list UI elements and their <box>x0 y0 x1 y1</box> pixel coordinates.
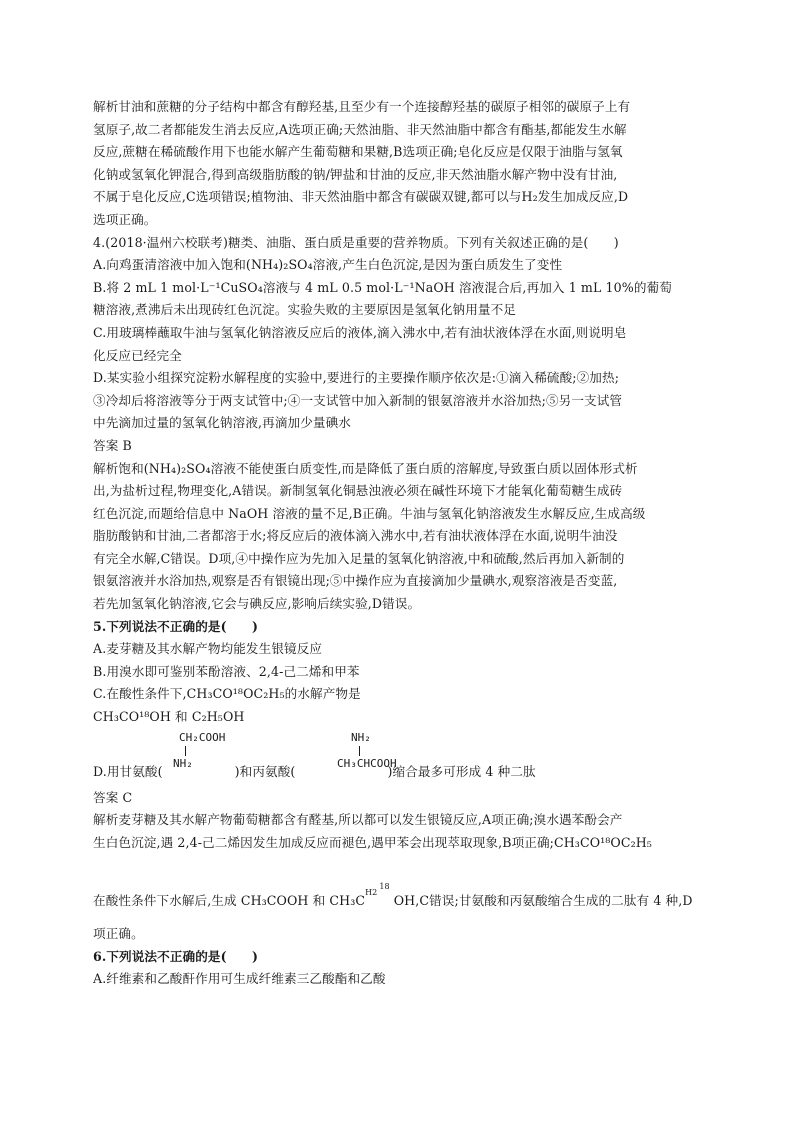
question-5-option-d <box>93 731 705 787</box>
alanine-amino: NH₂ <box>351 730 371 744</box>
question-4-explanation: 脂肪酸钠和甘油,二者都溶于水;将反应后的液体滴入沸水中,若有油状液体浮在水面,说明牛油没 <box>93 528 618 544</box>
option-d-prefix: D.用甘氨酸( <box>93 763 163 779</box>
explanation-part: OH,C错误;甘氨酸和丙氨酸缩合生成的二肽有 4 种,D <box>393 893 693 909</box>
question-6-stem: 6.下列说法不正确的是( ) <box>93 948 259 964</box>
question-4-answer: 答案 B <box>93 437 132 453</box>
question-5-option-c-cont: CH₃CO¹⁸OH 和 C₂H₅OH <box>93 709 245 725</box>
o18-label: 18 <box>379 882 390 892</box>
question-5-stem: 5.下列说法不正确的是( ) <box>93 618 259 634</box>
h2-label: H2 <box>365 888 378 898</box>
question-4-option-b-cont: 糖溶液,煮沸后未出现砖红色沉淀。实验失败的主要原因是氢氧化钠用量不足 <box>93 302 516 318</box>
question-4-option-d-cont: 中先滴加过量的氢氧化钠溶液,再滴加少量碘水 <box>93 415 351 431</box>
question-5-answer: 答案 C <box>93 789 133 805</box>
question-4-explanation: 解析饱和(NH₄)₂SO₄溶液不能使蛋白质变性,而是降低了蛋白质的溶解度,导致蛋白质以固体形式析 <box>93 460 638 476</box>
question-6-option-a: A.纤维素和乙酸酐作用可生成纤维素三乙酸酯和乙酸 <box>93 971 386 987</box>
explanation-line: 氢原子,故二者都能发生消去反应,A选项正确;天然油脂、非天然油脂中都含有酯基,都能发生水解 <box>93 121 627 137</box>
bond-line <box>359 746 360 756</box>
question-5-explanation: 生白色沉淀,遇 2,4-己二烯因发生加成反应而褪色,遇甲苯会出现萃取现象,B项正确;CH₃CO¹⁸OC₂H₅ <box>93 834 652 850</box>
question-4-explanation: 有完全水解,C错误。D项,④中操作应为先加入足量的氢氧化钠溶液,中和硫酸,然后再加入新制的 <box>93 550 625 566</box>
question-4-option-b: B.将 2 mL 1 mol·L⁻¹CuSO₄溶液与 4 mL 0.5 mol·L⁻¹NaOH 溶液混合后,再加入 1 mL 10%的葡萄 <box>93 279 672 295</box>
spacer <box>93 854 705 890</box>
question-4-explanation: 银氨溶液并水浴加热,观察是否有银镜出现;⑤中操作应为直接滴加少量碘水,观察溶液是否变蓝, <box>93 573 618 589</box>
question-4-option-a: A.向鸡蛋清溶液中加入饱和(NH₄)₂SO₄溶液,产生白色沉淀,是因为蛋白质发生了变性 <box>93 257 563 273</box>
question-5-explanation: 解析麦芽糖及其水解产物葡萄糖都含有醛基,所以都可以发生银镜反应,A项正确;溴水遇苯酚会产 <box>93 812 623 828</box>
question-4-explanation: 红色沉淀,而题给信息中 NaOH 溶液的量不足,B正确。牛油与氢氧化钠溶液发生水解反应,生成高级 <box>93 505 646 521</box>
glycine-chain: CH₂COOH <box>179 730 226 744</box>
bond-line <box>185 746 186 756</box>
question-4-option-c-cont: 化反应已经完全 <box>93 347 182 363</box>
question-5-option-b: B.用溴水即可鉴别苯酚溶液、2,4-己二烯和甲苯 <box>93 663 360 679</box>
explanation-line: 选项正确。 <box>93 211 157 227</box>
explanation-line: 化钠或氢氧化钾混合,得到高级脂肪酸的钠/钾盐和甘油的反应,非天然油脂水解产物中没有甘油, <box>93 166 618 182</box>
question-4-stem: 4.(2018·温州六校联考)糖类、油脂、蛋白质是重要的营养物质。下列有关叙述正确的是( ) <box>93 234 619 250</box>
option-d-middle: )和丙氨酸( <box>234 763 296 779</box>
question-5-explanation: 项正确。 <box>93 926 144 941</box>
question-4-explanation: 出,为盐析过程,物理变化,A错误。新制氢氧化铜悬浊液必须在碱性环境下才能氧化葡萄糖生成砖 <box>93 483 623 499</box>
document-page <box>93 96 705 991</box>
question-4-option-d: D.某实验小组探究淀粉水解程度的实验中,要进行的主要操作顺序依次是:①滴入稀硫酸;②加热; <box>93 370 620 386</box>
question-4-explanation: 若先加氢氧化钠溶液,它会与碘反应,影响后续实验,D错误。 <box>93 596 421 612</box>
explanation-part: 在酸性条件下水解后,生成 CH₃COOH 和 CH₃C <box>93 893 366 909</box>
explanation-line: 解析甘油和蔗糖的分子结构中都含有醇羟基,且至少有一个连接醇羟基的碳原子相邻的碳原子上有 <box>93 99 631 114</box>
option-d-text <box>93 761 536 784</box>
glycine-amino: NH₂ <box>173 756 193 770</box>
alanine-chain: CH₃CHCOOH <box>337 756 397 770</box>
question-5-option-c: C.在酸性条件下,CH₃CO¹⁸OC₂H₅的水解产物是 <box>93 686 361 702</box>
question-4-option-d-cont: ③冷却后将溶液等分于两支试管中;④一支试管中加入新制的银氨溶液并水浴加热;⑤另一支试管 <box>93 392 623 408</box>
explanation-line: 反应,蔗糖在稀硫酸作用下也能水解产生葡萄糖和果糖,B选项正确;皂化反应是仅限于油脂与氢氧 <box>93 144 623 160</box>
question-5-option-a: A.麦芽糖及其水解产物均能发生银镜反应 <box>93 641 323 657</box>
option-d-suffix: )缩合最多可形成 4 种二肽 <box>387 763 536 779</box>
explanation-line: 不属于皂化反应,C选项错误;植物油、非天然油脂中都含有碳碳双键,都可以与H₂发生加成反应,D <box>93 189 629 205</box>
question-5-explanation <box>93 882 705 915</box>
question-4-option-c: C.用玻璃棒蘸取牛油与氢氧化钠溶液反应后的液体,滴入沸水中,若有油状液体浮在水面,则说明皂 <box>93 324 627 340</box>
